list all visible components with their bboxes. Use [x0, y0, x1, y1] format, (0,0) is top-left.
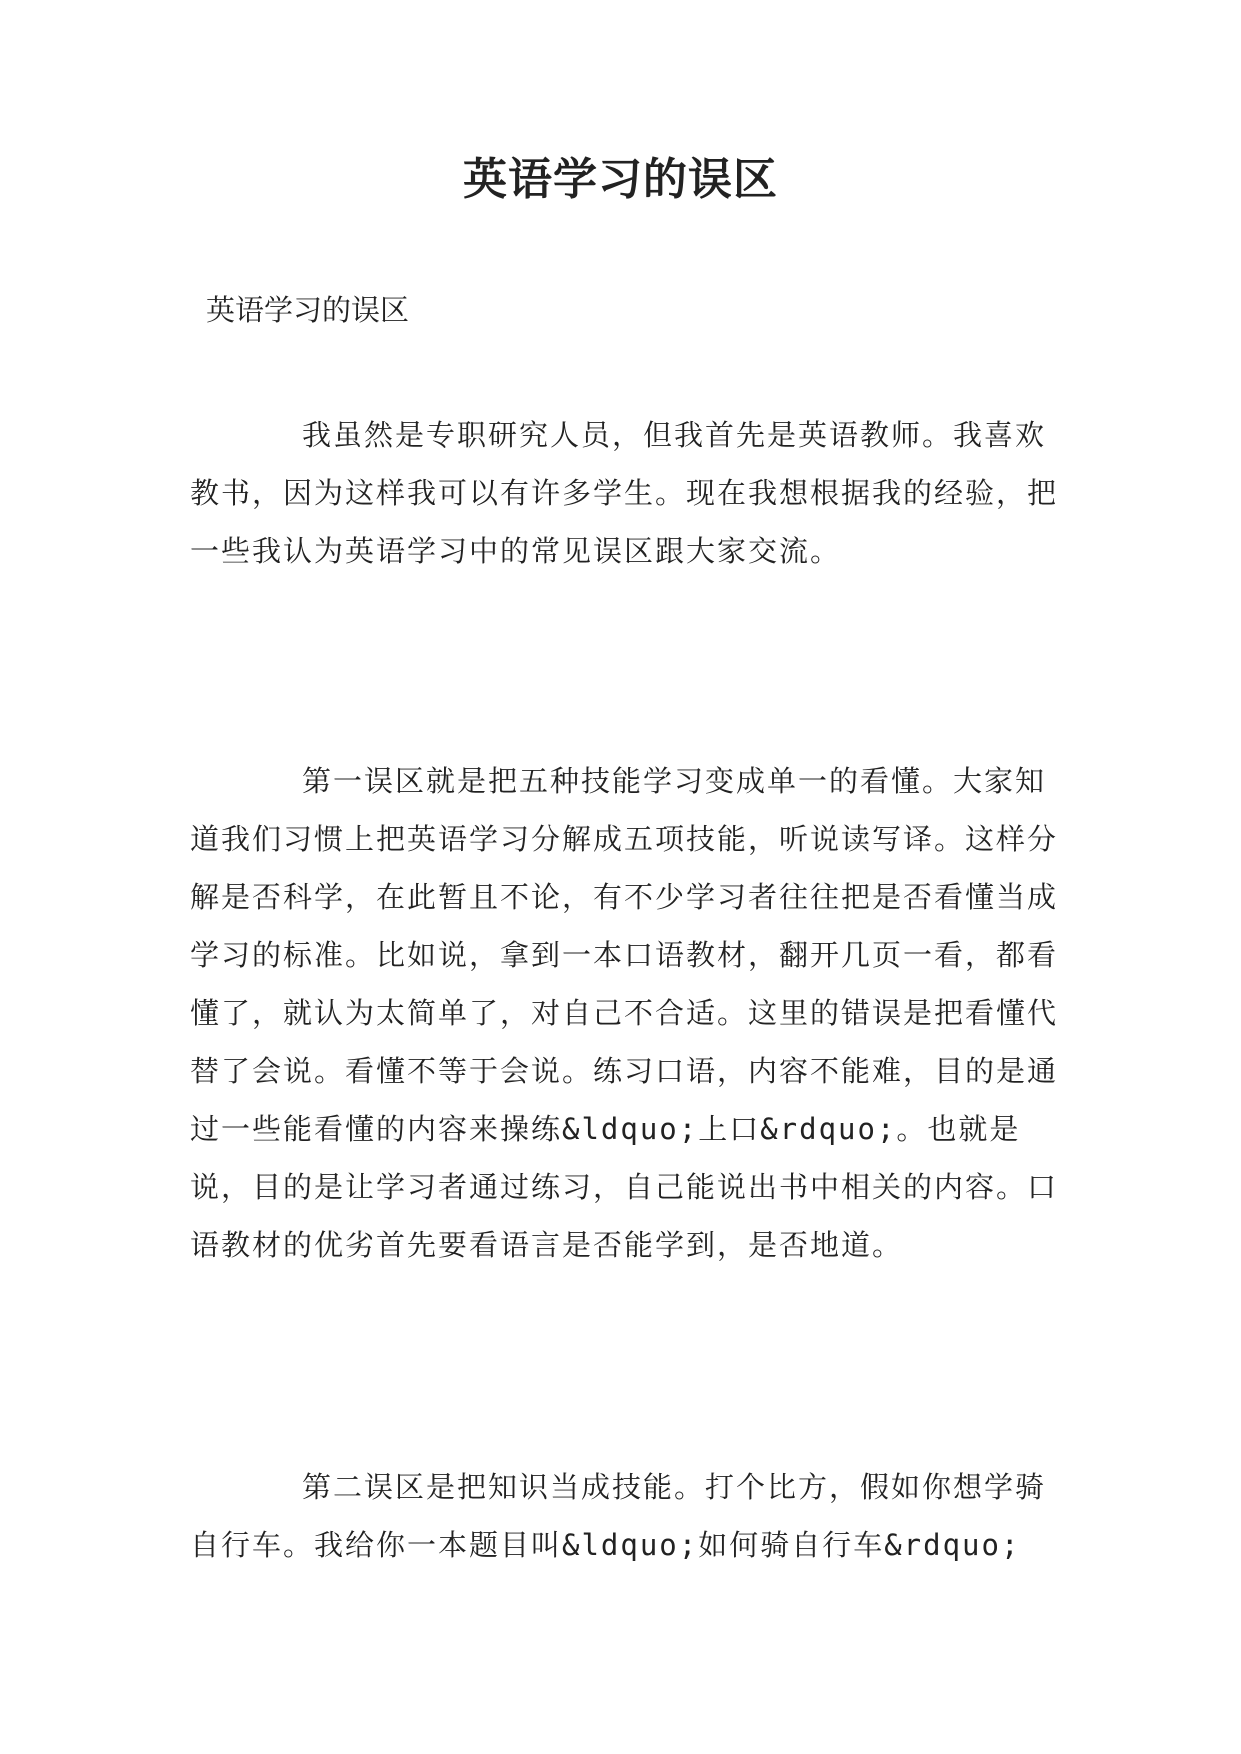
paragraph-second-pitfall: 第二误区是把知识当成技能。打个比方，假如你想学骑自行车。我给你一本题目叫&ldquo;如何骑自行车&rdquo;: [190, 1470, 1047, 1562]
document-title: 英语学习的误区: [463, 154, 778, 205]
paragraph-intro: 我虽然是专职研究人员，但我首先是英语教师。我喜欢教书，因为这样我可以有许多学生。现在我想根据我的经验，把一些我认为英语学习中的常见误区跟大家交流。: [190, 418, 1059, 568]
document-subtitle: 英语学习的误区: [206, 293, 410, 327]
paragraph-first-pitfall: 第一误区就是把五种技能学习变成单一的看懂。大家知道我们习惯上把英语学习分解成五项技能，听说读写译。这样分解是否科学，在此暂且不论，有不少学习者往往把是否看懂当成学习的标准。比如说，拿到一本口语教材，翻开几页一看，都看懂了，就认为太简单了，对自己不合适。这里的错误是把看懂代替了会说。看懂不等于会说。练习口语，内容不能难，目的是通过一些能看懂的内容来操练&ldquo;上口&rdquo;。也就是说，目的是让学习者通过练习，自己能说出书中相关的内容。口语教材的优劣首先要看语言是否能学到，是否地道。: [190, 764, 1059, 1262]
